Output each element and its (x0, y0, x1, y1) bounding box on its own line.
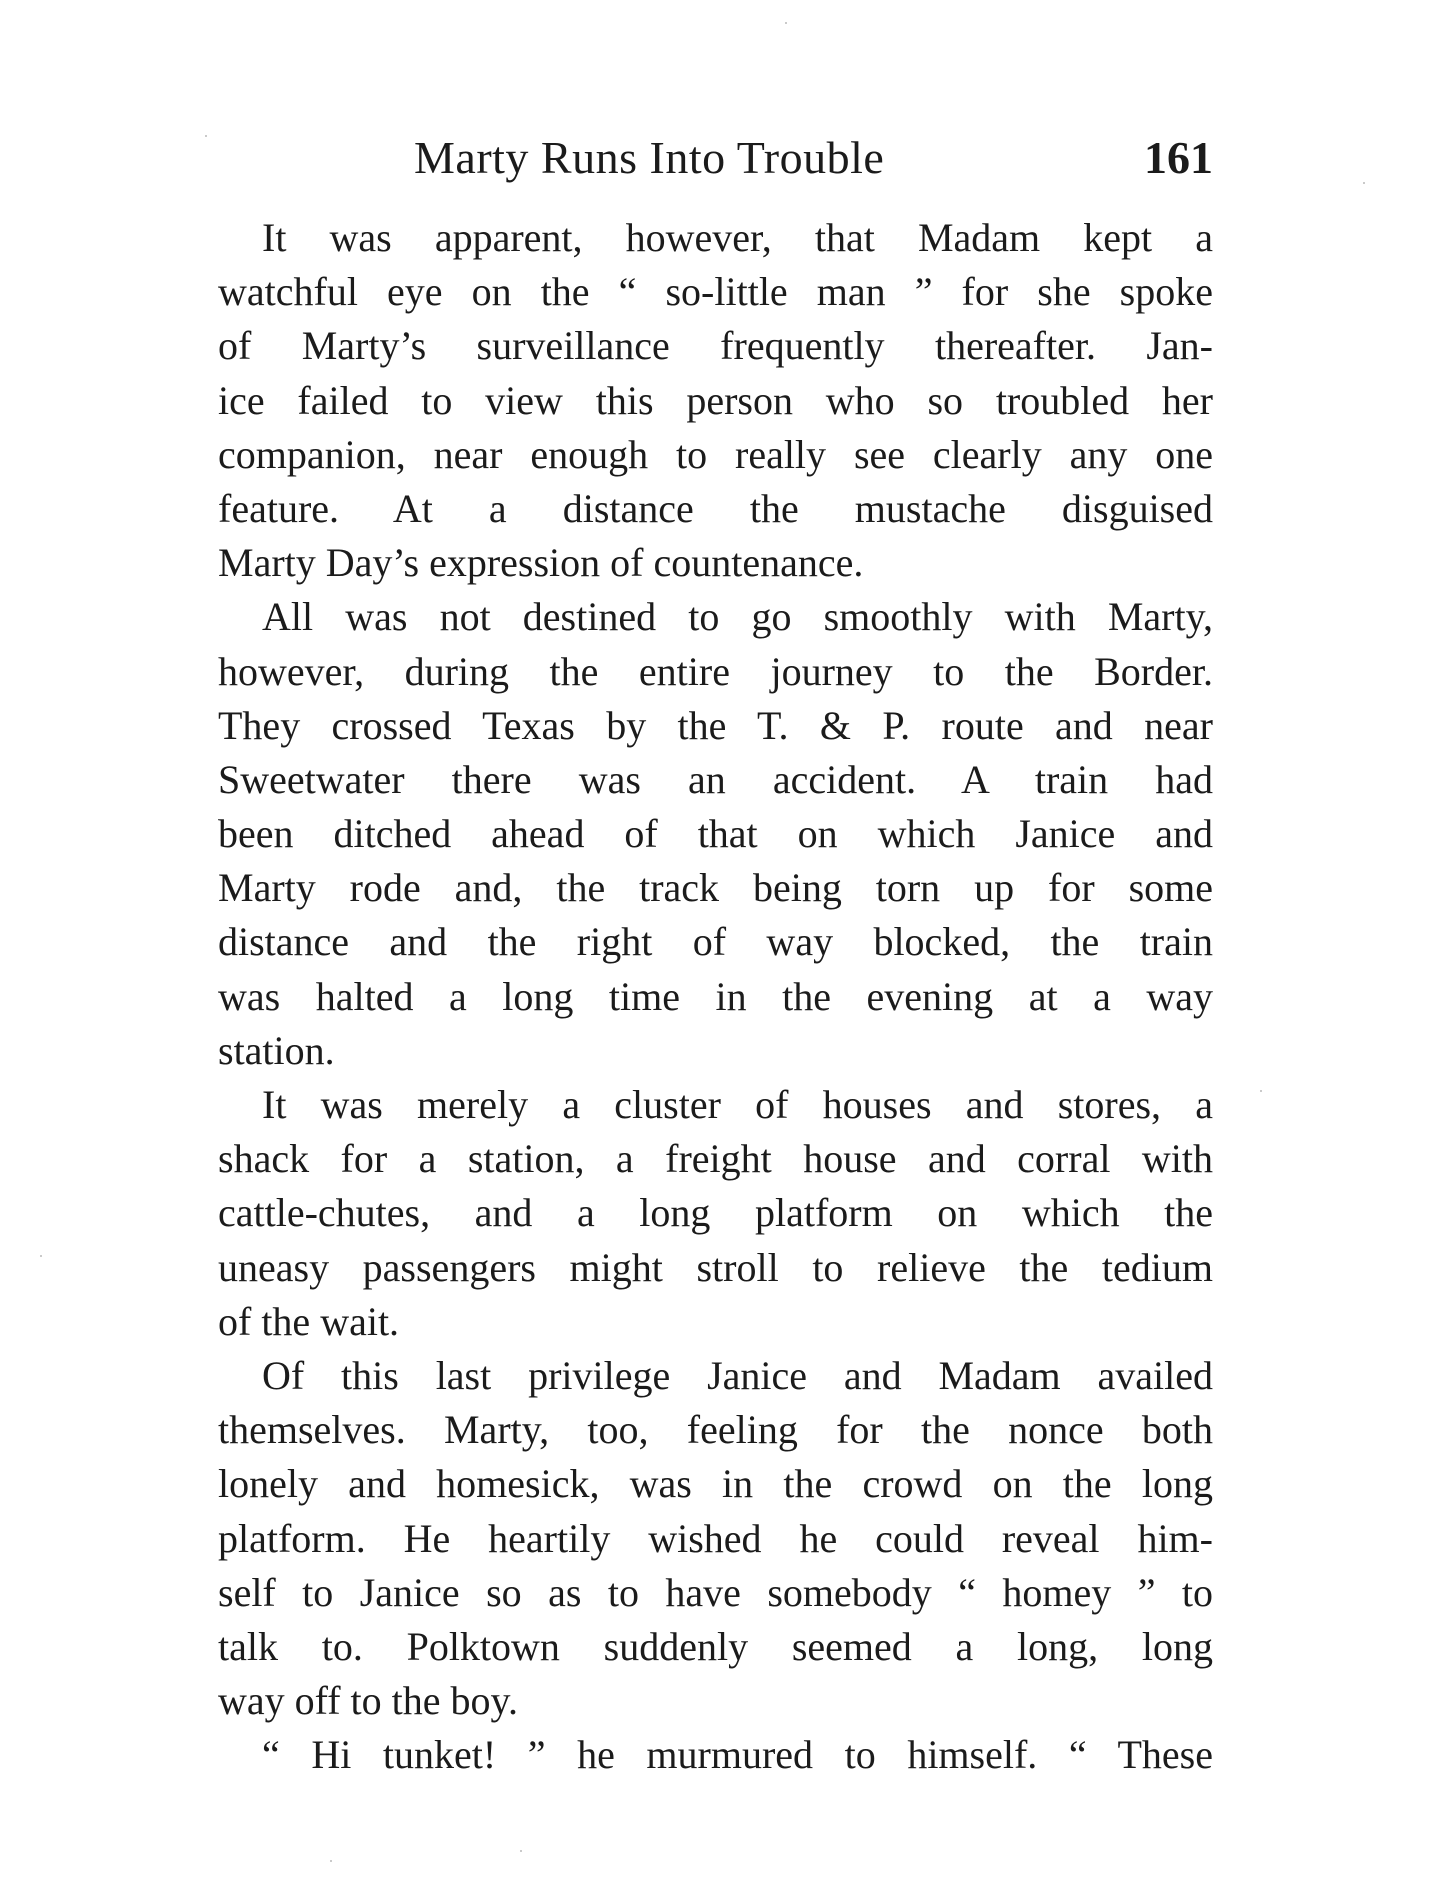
text-line: shack for a station, a freight house and corral with (218, 1136, 1213, 1182)
text-line: ice failed to view this person who so troubled her (218, 377, 1213, 423)
text-line: companion, near enough to really see clearly any one (218, 431, 1213, 477)
text-line: uneasy passengers might stroll to relieve the tedium (218, 1244, 1213, 1290)
text-line: feature. At a distance the mustache disguised (218, 485, 1213, 531)
text-line: “ Hi tunket! ” he murmured to himself. “ These (262, 1732, 1213, 1778)
text-line: lonely and homesick, was in the crowd on the long (218, 1461, 1213, 1507)
text-line: talk to. Polktown suddenly seemed a long, long (218, 1623, 1213, 1669)
text-line: way off to the boy. (218, 1678, 518, 1724)
text-line: cattle-chutes, and a long platform on which the (218, 1190, 1213, 1236)
text-line: They crossed Texas by the T. & P. route and near (218, 702, 1213, 748)
text-line: of the wait. (218, 1298, 400, 1344)
text-line: watchful eye on the “ so-little man ” for she spoke (218, 269, 1213, 315)
running-title: Marty Runs Into Trouble (414, 132, 885, 183)
scan-speck (785, 22, 787, 24)
page-header (218, 128, 1213, 188)
scan-speck (205, 135, 207, 137)
scan-speck (1363, 182, 1365, 184)
text-line: Marty Day’s expression of countenance. (218, 540, 864, 586)
text-line: All was not destined to go smoothly with Marty, (262, 594, 1213, 640)
text-line: Sweetwater there was an accident. A train had (218, 756, 1213, 802)
scan-speck (40, 1255, 42, 1257)
scan-speck (520, 1850, 522, 1852)
text-line: been ditched ahead of that on which Janice and (218, 811, 1213, 857)
text-line: It was merely a cluster of houses and stores, a (262, 1082, 1213, 1127)
text-line: self to Janice so as to have somebody “ homey ” to (218, 1569, 1213, 1615)
text-line: was halted a long time in the evening at a way (218, 973, 1213, 1019)
text-line: Of this last privilege Janice and Madam availed (262, 1352, 1213, 1398)
text-line: Marty rode and, the track being torn up for some (218, 865, 1213, 911)
text-line: station. (218, 1027, 335, 1073)
text-line: of Marty’s surveillance frequently thereafter. Jan- (218, 323, 1213, 369)
page-number: 161 (1144, 132, 1213, 183)
scan-speck (1260, 1090, 1262, 1092)
text-line: distance and the right of way blocked, the train (218, 919, 1213, 965)
scan-speck (330, 1860, 332, 1862)
text-line: however, during the entire journey to the Border. (218, 648, 1213, 694)
text-line: It was apparent, however, that Madam kept a (262, 215, 1213, 260)
text-line: platform. He heartily wished he could reveal him- (218, 1515, 1213, 1561)
text-line: themselves. Marty, too, feeling for the nonce both (218, 1407, 1213, 1453)
body-text (218, 211, 1213, 1782)
